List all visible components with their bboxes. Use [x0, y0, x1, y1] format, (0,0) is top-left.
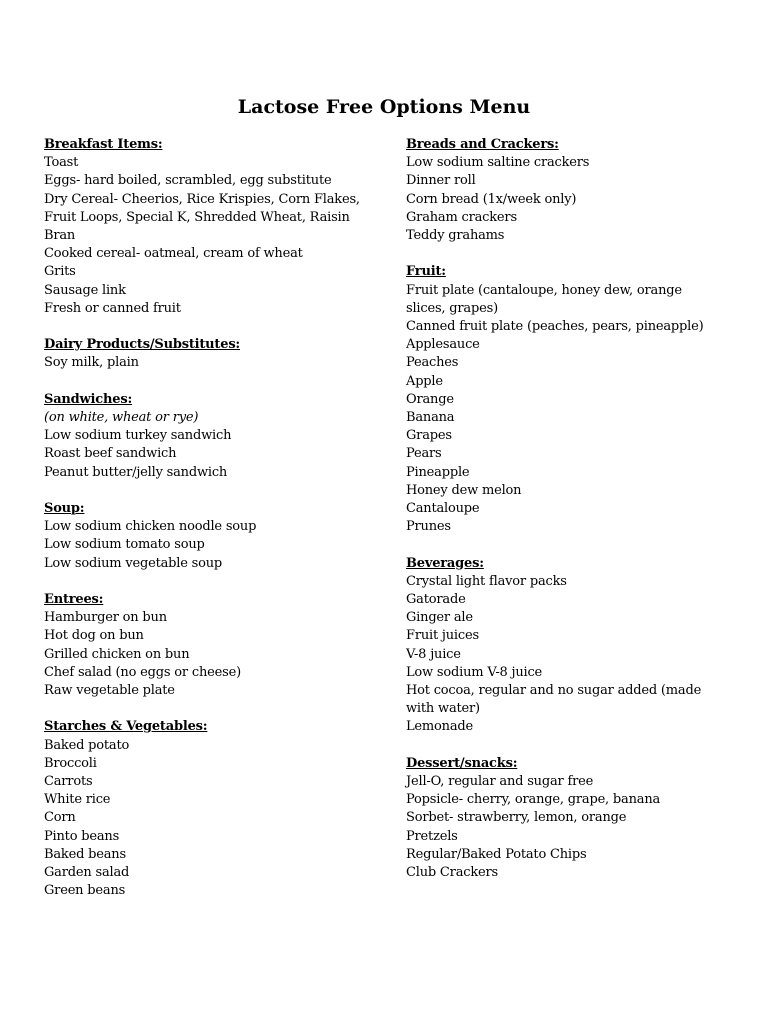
menu-item: Chef salad (no eggs or cheese) — [44, 664, 241, 680]
menu-item: Roast beef sandwich — [44, 446, 177, 462]
menu-item: Banana — [406, 410, 455, 426]
menu-item: Raw vegetable plate — [44, 683, 175, 699]
menu-item: Garden salad — [44, 865, 130, 881]
menu-item: Jell-O, regular and sugar free — [406, 774, 594, 790]
menu-item: Low sodium vegetable soup — [44, 555, 223, 571]
menu-item: Dry Cereal- Cheerios, Rice Krispies, Corn Flakes, — [44, 191, 360, 207]
menu-item-list — [406, 154, 726, 245]
menu-item: V-8 juice — [406, 646, 461, 662]
menu-item: Corn bread (1x/week only) — [406, 191, 577, 207]
menu-item-list — [44, 354, 379, 372]
section-heading: Breakfast Items: — [44, 137, 163, 152]
menu-section-breakfast-items — [44, 136, 379, 318]
section-heading: Starches & Vegetables: — [44, 719, 208, 735]
menu-item: Club Crackers — [406, 865, 498, 881]
menu-item: Dinner roll — [406, 173, 476, 189]
menu-section-fruit — [406, 263, 726, 536]
menu-item: Sausage link — [44, 282, 126, 298]
menu-item: Peanut butter/jelly sandwich — [44, 464, 228, 480]
menu-item: Low sodium V-8 juice — [406, 664, 543, 680]
section-heading: Dairy Products/Substitutes: — [44, 337, 241, 353]
menu-item: Regular/Baked Potato Chips — [406, 846, 587, 862]
menu-section-dessert-snacks — [406, 755, 726, 882]
menu-item-list — [406, 573, 726, 737]
menu-section-dairy-products-substitutes — [44, 336, 379, 372]
menu-item: Low sodium chicken noodle soup — [44, 519, 257, 535]
menu-item: Fruit plate (cantaloupe, honey dew, orange — [406, 282, 682, 298]
menu-item: Baked potato — [44, 737, 130, 753]
menu-item-list — [44, 154, 379, 318]
menu-item-list — [44, 518, 379, 573]
menu-item: Fruit juices — [406, 628, 479, 644]
menu-item: Baked beans — [44, 846, 126, 862]
section-heading: Soup: — [44, 501, 85, 517]
menu-item: Eggs- hard boiled, scrambled, egg substitute — [44, 173, 332, 189]
section-heading: Fruit: — [406, 264, 446, 280]
menu-item: Applesauce — [406, 337, 480, 353]
menu-item: Pineapple — [406, 464, 470, 480]
menu-item-list — [44, 427, 379, 482]
menu-section-beverages — [406, 555, 726, 737]
menu-section-soup — [44, 500, 379, 573]
menu-item: with water) — [406, 701, 480, 717]
menu-item: Gatorade — [406, 592, 466, 608]
menu-item: Orange — [406, 391, 454, 407]
menu-item: Graham crackers — [406, 209, 517, 225]
menu-item: Hot dog on bun — [44, 628, 144, 644]
menu-item: Lemonade — [406, 719, 474, 735]
left-column — [44, 136, 379, 919]
menu-item: Grilled chicken on bun — [44, 646, 190, 662]
menu-item: Broccoli — [44, 755, 97, 771]
menu-item: Carrots — [44, 774, 93, 790]
menu-section-sandwiches — [44, 391, 379, 482]
menu-item: slices, grapes) — [406, 300, 498, 316]
menu-item: Pears — [406, 446, 442, 462]
menu-item: Ginger ale — [406, 610, 473, 626]
menu-item: Low sodium tomato soup — [44, 537, 205, 553]
menu-item-list — [406, 773, 726, 882]
menu-item: Peaches — [406, 355, 459, 371]
page-title: Lactose Free Options Menu — [237, 96, 531, 118]
menu-item: Grits — [44, 264, 76, 280]
menu-item: Fresh or canned fruit — [44, 300, 181, 316]
menu-section-breads-and-crackers — [406, 136, 726, 245]
menu-item: Bran — [44, 228, 76, 244]
menu-section-entrees — [44, 591, 379, 700]
menu-item: Low sodium turkey sandwich — [44, 428, 232, 444]
menu-item: Sorbet- strawberry, lemon, orange — [406, 810, 627, 826]
menu-item: Grapes — [406, 428, 452, 444]
menu-item: Popsicle- cherry, orange, grape, banana — [406, 792, 661, 808]
menu-item: White rice — [44, 792, 111, 808]
menu-item: Prunes — [406, 519, 451, 535]
menu-item-list — [44, 609, 379, 700]
menu-item: Cooked cereal- oatmeal, cream of wheat — [44, 246, 303, 262]
menu-item: Soy milk, plain — [44, 355, 139, 371]
menu-section-starches-vegetables — [44, 718, 379, 900]
menu-item: Green beans — [44, 883, 126, 899]
right-column — [406, 136, 726, 900]
menu-item: Low sodium saltine crackers — [406, 155, 590, 171]
menu-item: Hamburger on bun — [44, 610, 167, 626]
menu-item: Hot cocoa, regular and no sugar added (made — [406, 683, 702, 699]
menu-item-list — [44, 737, 379, 901]
section-heading: Beverages: — [406, 555, 484, 571]
menu-item: Teddy grahams — [406, 228, 505, 244]
menu-item: Honey dew melon — [406, 482, 522, 498]
section-heading: Dessert/snacks: — [406, 755, 518, 771]
menu-item: Crystal light flavor packs — [406, 573, 567, 589]
menu-item: Pinto beans — [44, 828, 120, 844]
section-heading: Breads and Crackers: — [406, 137, 559, 152]
menu-item: Fruit Loops, Special K, Shredded Wheat, Raisin — [44, 209, 350, 225]
menu-item: Pretzels — [406, 828, 458, 844]
section-note: (on white, wheat or rye) — [44, 410, 199, 426]
section-heading: Sandwiches: — [44, 391, 133, 407]
menu-item: Canned fruit plate (peaches, pears, pineapple) — [406, 319, 704, 335]
section-heading: Entrees: — [44, 592, 104, 608]
menu-item: Cantaloupe — [406, 501, 480, 517]
menu-item: Apple — [406, 373, 443, 389]
menu-item-list — [406, 282, 726, 537]
menu-item: Toast — [44, 155, 79, 171]
menu-item: Corn — [44, 810, 76, 826]
